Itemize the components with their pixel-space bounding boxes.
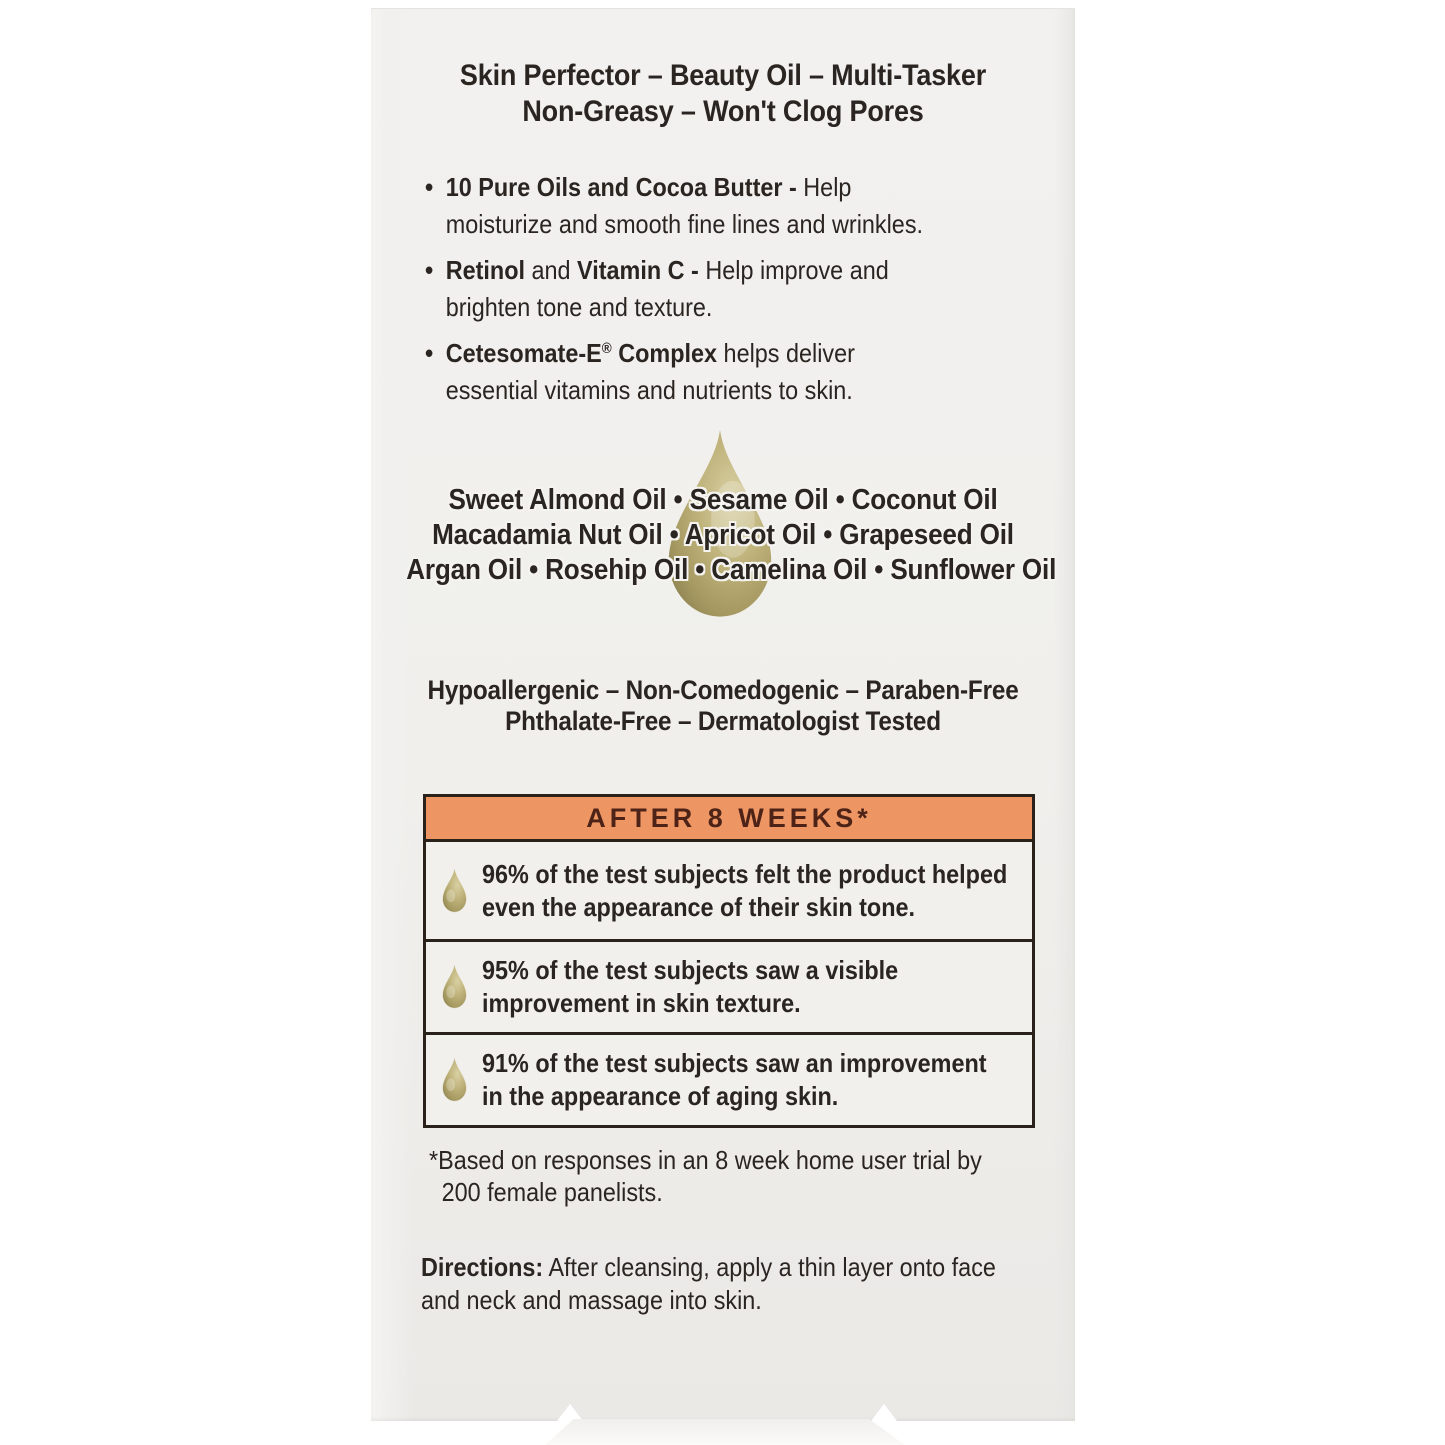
footnote-line-1: *Based on responses in an 8 week home user trial by (429, 1145, 982, 1175)
bullet-regular-text: Help (803, 172, 852, 202)
oils-line-2: Macadamia Nut Oil • Apricot Oil • Grapeseed Oil (432, 519, 1014, 551)
bullet-dot-icon: • (425, 172, 434, 202)
bullet-bold-text: Retinol (445, 255, 525, 285)
droplet-icon (438, 1056, 471, 1103)
bullet-wrap-line: brighten tone and texture. (445, 292, 713, 322)
bullet-bold-text: Complex (611, 338, 718, 368)
result-text-line: 96% of the test subjects felt the product helped (482, 858, 1008, 889)
directions-text: After cleansing, apply a thin layer onto face (543, 1252, 996, 1282)
bullet-regular-text: and (524, 255, 578, 285)
bullet-regular-text: Help improve and (705, 255, 889, 285)
directions (421, 1251, 996, 1317)
bullet-item-retinol-vitamin-c (425, 254, 992, 324)
heading-line-1: Skin Perfector – Beauty Oil – Multi-Tasker (459, 59, 987, 92)
heading-line-2: Non-Greasy – Won't Clog Pores (522, 95, 924, 128)
bullet-bold-text: Cetesomate-E (445, 338, 602, 368)
directions-label: Directions: (421, 1252, 544, 1282)
claims-line-2: Phthalate-Free – Dermatologist Tested (505, 706, 941, 736)
result-text-line: in the appearance of aging skin. (482, 1081, 839, 1111)
oils-line-1: Sweet Almond Oil • Sesame Oil • Coconut Oil (448, 484, 998, 516)
result-text-line: 91% of the test subjects saw an improvement (482, 1048, 987, 1078)
footnote (429, 1144, 982, 1208)
result-text-line: 95% of the test subjects saw a visible (482, 955, 899, 985)
box-bottom-tuck-tab (545, 1419, 905, 1445)
result-text-line: improvement in skin texture. (482, 988, 801, 1018)
product-claims (406, 675, 1040, 737)
result-row-96 (426, 842, 1032, 942)
result-row-95 (426, 942, 1032, 1035)
results-header-label: AFTER 8 WEEKS* (586, 802, 872, 833)
panel-heading (406, 58, 1040, 130)
bullet-regular-text: helps deliver (717, 338, 855, 368)
droplet-icon (438, 867, 471, 914)
oils-line-3: Argan Oil • Rosehip Oil • Camelina Oil • Sunflower Oil (406, 554, 1057, 586)
result-text-line: even the appearance of their skin tone. (482, 891, 916, 922)
oils-ingredient-list (406, 483, 1057, 588)
bullet-item-pure-oils (425, 171, 992, 241)
result-row-91 (426, 1035, 1032, 1125)
bullet-dot-icon: • (425, 255, 434, 285)
bullet-wrap-line: moisturize and smooth fine lines and wrinkles. (445, 209, 924, 239)
box-face (371, 8, 1075, 1421)
bullet-bold-text: Vitamin C - (577, 255, 706, 285)
bullet-bold-text: 10 Pure Oils and Cocoa Butter - (445, 172, 804, 202)
directions-line-1 (421, 1251, 996, 1284)
bullet-dot-icon: • (425, 338, 434, 368)
bullet-item-cetesomate (425, 337, 992, 407)
registered-mark: ® (601, 340, 612, 357)
directions-line-2: and neck and massage into skin. (421, 1285, 762, 1315)
footnote-line-2: 200 female panelists. (441, 1177, 663, 1207)
results-table (423, 794, 1035, 1128)
droplet-icon (438, 963, 471, 1010)
benefit-bullet-list (425, 171, 1055, 420)
claims-line-1: Hypoallergenic – Non-Comedogenic – Paraben-Free (427, 675, 1019, 705)
bullet-wrap-line: essential vitamins and nutrients to skin. (445, 375, 853, 405)
results-table-header (426, 797, 1032, 842)
